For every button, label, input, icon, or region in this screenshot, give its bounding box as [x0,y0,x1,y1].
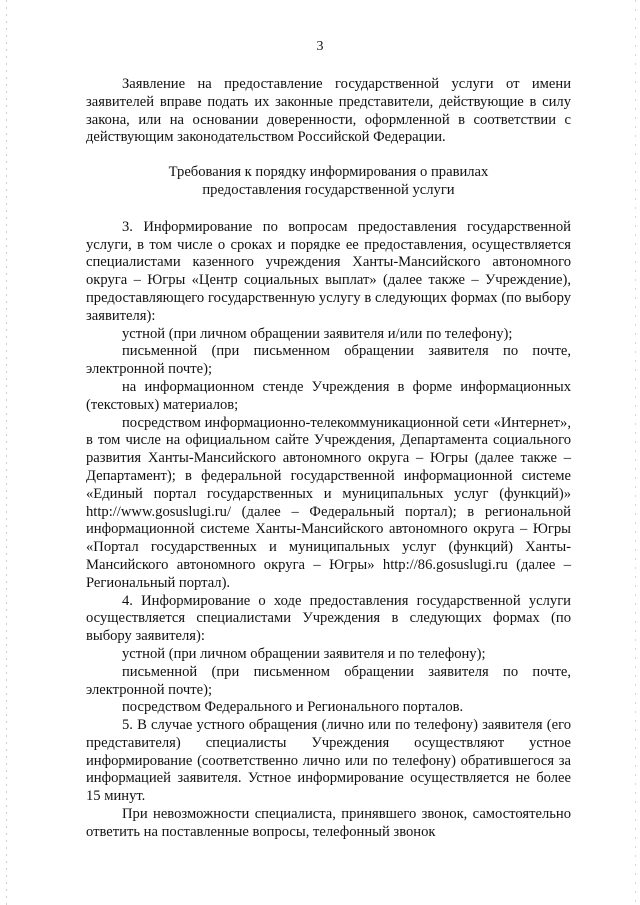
page-number: 3 [316,39,324,54]
section-heading [86,164,571,200]
list-item-portals: посредством Федерального и Регионального порталов. [122,699,464,716]
list-item-written-2: письменной (при письменном обращении заявителя по почте, электронной почте); [86,663,571,698]
list-item-info-stand: на информационном стенде Учреждения в форме информационных (текстовых) материалов; [86,378,571,413]
section-heading-line-2: предоставления государственной услуги [202,181,455,198]
paragraph-5: 5. В случае устного обращения (лично или по телефону) заявителя (его представителя) специалисты Учреждения осуществляют устное информирование (соответственно лично или по телефону) обратившегося за информацией заявителя. Устное информирование осуществляется не более 15 минут. [86,717,571,805]
scan-edge-right [635,0,636,905]
list-item-internet: посредством информационно-телекоммуникационной сети «Интернет», в том числе на официальном сайте Учреждения, Департамента социального развития Ханты-Мансийского автономного округа – Югры (далее также – Департамент); в федеральной государственной информационной системе «Единый портал государственных и муниципальных услуг (функций)» http://www.gosuslugi.ru/ (далее – Федеральный портал); в региональной информационной системе Ханты-Мансийского автономного округа – Югры «Портал государственных и муниципальных услуг (функций) Ханты-Мансийского автономного округа – Югры» http://86.gosuslugi.ru (далее – Региональный портал). [86,414,571,591]
document-body [86,76,571,842]
section-heading-line-1: Требования к порядку информирования о правилах [168,164,489,181]
paragraph-3: 3. Информирование по вопросам предоставления государственной услуги, в том числе о сроках и порядке ее предоставления, осуществляется специалистами казенного учреждения Ханты-Мансийского автономного округа – Югры «Центр социальных выплат» (далее также – Учреждение), предоставляющего государственную услугу в следующих формах (по выбору заявителя): [86,218,571,324]
paragraph-4: 4. Информирование о ходе предоставления государственной услуги осуществляется специалистами Учреждения в следующих формах (по выбору заявителя): [86,592,571,645]
intro-paragraph: Заявление на предоставление государственной услуги от имени заявителей вправе подать их законные представители, действующие в силу закона, или на основании доверенности, оформленной в соответствии с действующим законодательством Российской Федерации. [86,76,571,146]
scan-edge-left [6,0,7,905]
list-item-oral: устной (при личном обращении заявителя и/или по телефону); [122,325,513,342]
paragraph-continued: При невозможности специалиста, принявшего звонок, самостоятельно ответить на поставленные вопросы, телефонный звонок [86,806,571,840]
list-item-oral-2: устной (при личном обращении заявителя и по телефону); [122,645,486,662]
list-item-written: письменной (при письменном обращении заявителя по почте, электронной почте); [86,343,571,378]
